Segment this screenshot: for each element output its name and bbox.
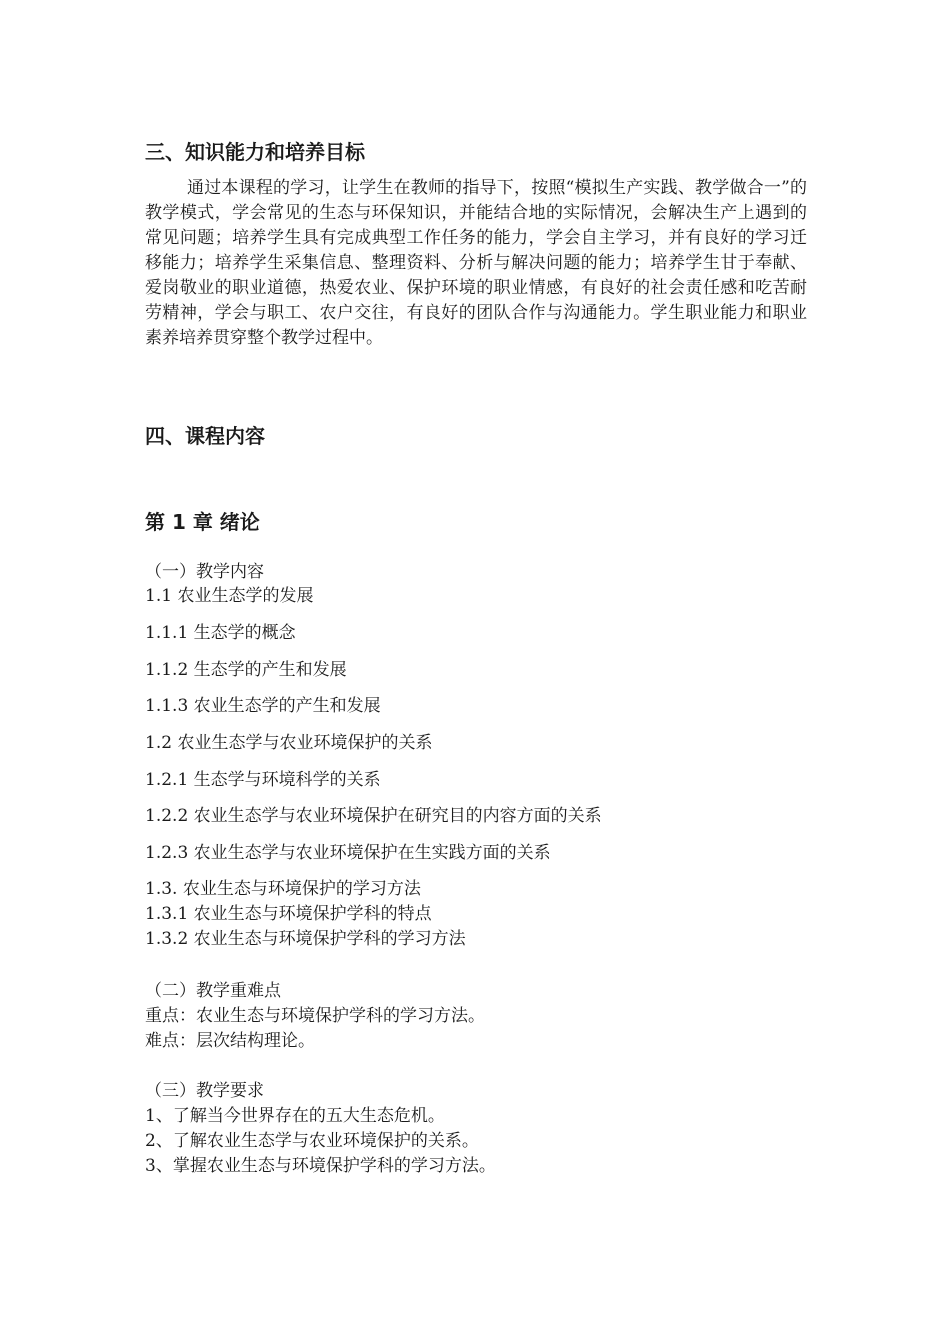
teaching-content-heading: （一）教学内容 (145, 562, 264, 582)
difficult-point: 难点：层次结构理论。 (145, 1031, 315, 1051)
requirements-heading: （三）教学要求 (145, 1081, 264, 1101)
requirement-item: 1、了解当今世界存在的五大生态危机。 (145, 1106, 445, 1126)
key-point: 重点：农业生态与环境保护学科的学习方法。 (145, 1006, 485, 1026)
requirement-item: 3、掌握农业生态与环境保护学科的学习方法。 (145, 1156, 496, 1176)
section-3-heading: 三、知识能力和培养目标 (145, 140, 365, 164)
section-4-heading: 四、课程内容 (145, 424, 265, 448)
content-item: 1.2 农业生态学与农业环境保护的关系 (145, 733, 433, 753)
content-item: 1.3.1 农业生态与环境保护学科的特点 (145, 904, 432, 924)
content-item: 1.1.2 生态学的产生和发展 (145, 660, 347, 680)
key-difficult-heading: （二）教学重难点 (145, 981, 281, 1001)
content-item: 1.2.1 生态学与环境科学的关系 (145, 770, 381, 790)
content-item: 1.2.2 农业生态学与农业环境保护在研究目的内容方面的关系 (145, 806, 602, 826)
content-item: 1.1 农业生态学的发展 (145, 586, 314, 606)
requirement-item: 2、了解农业生态学与农业环境保护的关系。 (145, 1131, 479, 1151)
section-3-paragraph: 通过本课程的学习，让学生在教师的指导下，按照“模拟生产实践、教学做合一”的教学模式，学会常见的生态与环保知识，并能结合地的实际情况，会解决生产上遇到的常见问题；培养学生具有完成典型工作任务的能力，学会自主学习，并有良好的学习迁移能力；培养学生采集信息、整理资料、分析与解决问题的能力；培养学生甘于奉献、爱岗敬业的职业道德，热爱农业、保护环境的职业情感，有良好的社会责任感和吃苦耐劳精神，学会与职工、农户交往，有良好的团队合作与沟通能力。学生职业能力和职业素养培养贯穿整个教学过程中。 (145, 178, 807, 348)
content-item: 1.1.1 生态学的概念 (145, 623, 296, 643)
content-item: 1.1.3 农业生态学的产生和发展 (145, 696, 381, 716)
content-item: 1.3.2 农业生态与环境保护学科的学习方法 (145, 929, 466, 949)
content-item: 1.3. 农业生态与环境保护的学习方法 (145, 879, 421, 899)
content-item: 1.2.3 农业生态学与农业环境保护在生实践方面的关系 (145, 843, 551, 863)
chapter-1-heading: 第 1 章 绪论 (145, 510, 260, 534)
